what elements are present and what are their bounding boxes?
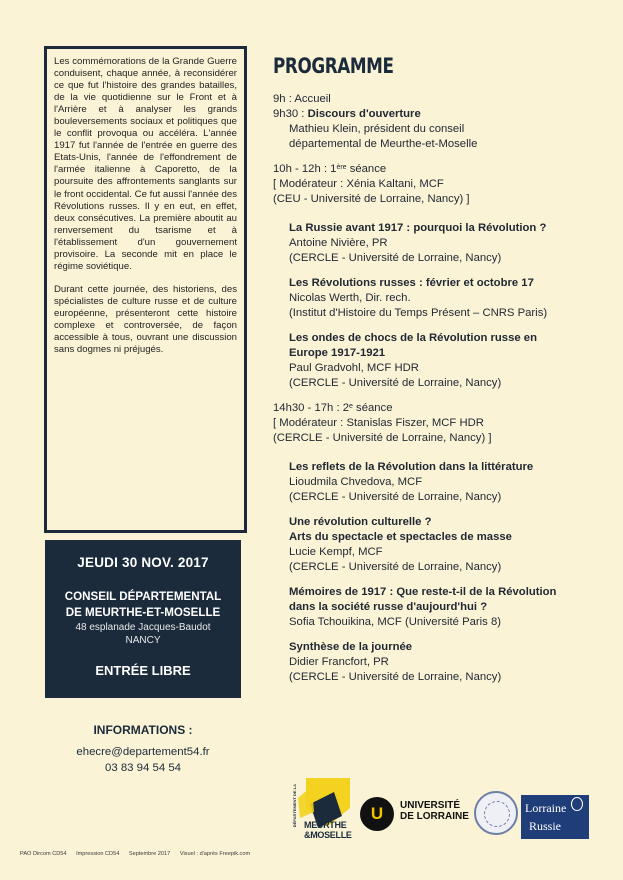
session-1-sup: ère xyxy=(336,164,347,171)
entry-free-label: ENTRÉE LIBRE xyxy=(95,663,191,678)
credit-impression: Impression CD54 xyxy=(76,851,120,857)
talk-3 xyxy=(273,331,603,391)
contact-phone: 03 83 94 54 54 xyxy=(104,762,181,774)
ceu-seal-icon xyxy=(484,801,510,827)
ul-logo-text-1: UNIVERSITÉ xyxy=(400,800,461,811)
opening-speaker-2: départemental de Meurthe-et-Moselle xyxy=(289,138,478,150)
opening-time: 9h30 : xyxy=(273,108,308,120)
talk-4 xyxy=(273,460,603,505)
session-2-affiliation: (CERCLE - Université de Lorraine, Nancy) ] xyxy=(273,432,492,444)
lorraine-russie-text-1: Lorraine xyxy=(525,801,567,815)
ul-logo-text xyxy=(400,800,469,822)
session-1-heading xyxy=(273,162,603,177)
talk-7-speaker: Didier Francfort, PR xyxy=(289,656,389,668)
ceu-seal-logo xyxy=(474,791,518,835)
talk-7-title: Synthèse de la journée xyxy=(289,641,413,653)
talk-1-title: La Russie avant 1917 : pourquoi la Révolution ? xyxy=(289,222,547,234)
talk-4-speaker: Lioudmila Chvedova, MCF xyxy=(289,476,423,488)
venue-name xyxy=(45,589,241,621)
accueil-line: 9h : Accueil xyxy=(273,93,331,105)
session-1-affiliation: (CEU - Université de Lorraine, Nancy) ] xyxy=(273,193,470,205)
talk-4-title: Les reflets de la Révolution dans la littérature xyxy=(289,461,534,473)
meurthe-et-moselle-logo xyxy=(292,778,350,840)
talk-7 xyxy=(273,640,603,685)
talk-6-title-1: Mémoires de 1917 : Que reste-t-il de la Révolution xyxy=(289,586,557,598)
credit-visuel: Visuel : d'après Freepik.com xyxy=(179,851,251,857)
universite-de-lorraine-logo xyxy=(360,795,475,835)
talk-3-title-1: Les ondes de chocs de la Révolution russe en xyxy=(289,332,537,344)
partner-logos xyxy=(288,778,608,850)
lorraine-russie-logo xyxy=(521,795,589,839)
opening-title: Discours d'ouverture xyxy=(307,108,421,120)
talk-1 xyxy=(273,221,603,266)
opening-line xyxy=(273,107,603,122)
talk-5-title-2: Arts du spectacle et spectacles de masse xyxy=(289,531,512,543)
venue-line-2: DE MEURTHE-ET-MOSELLE xyxy=(65,606,221,619)
event-info-box xyxy=(45,540,241,698)
session-1-moderator: [ Modérateur : Xénia Kaltani, MCF xyxy=(273,178,444,190)
venue-address: 48 esplanade Jacques-Baudot xyxy=(75,622,211,633)
talk-6 xyxy=(273,585,603,630)
contact-email[interactable]: ehecre@departement54.fr xyxy=(76,746,210,758)
talk-2-title: Les Révolutions russes : février et octobre 17 xyxy=(289,277,534,289)
credits-footer xyxy=(20,851,258,857)
talk-2 xyxy=(273,276,603,321)
venue-line-1: CONSEIL DÉPARTEMENTAL xyxy=(64,590,222,603)
talk-5-affiliation: (CERCLE - Université de Lorraine, Nancy) xyxy=(289,561,502,573)
meurthe-logo-text-2: &MOSELLE xyxy=(304,830,352,840)
session-2-label: séance xyxy=(352,402,393,414)
session-1-label: séance xyxy=(346,163,387,175)
talk-3-affiliation: (CERCLE - Université de Lorraine, Nancy) xyxy=(289,377,502,389)
talk-5 xyxy=(273,515,603,575)
talk-6-title-2: dans la société russe d'aujourd'hui ? xyxy=(289,601,488,613)
session-2-heading xyxy=(273,401,603,416)
session-2-sup: e xyxy=(349,403,353,410)
venue-city: NANCY xyxy=(125,635,161,646)
meurthe-logo-side-text: DÉPARTEMENT DE LA xyxy=(292,784,297,828)
intro-text-box xyxy=(44,46,247,533)
talk-2-speaker: Nicolas Werth, Dir. rech. xyxy=(289,292,411,304)
credit-date: Septembre 2017 xyxy=(128,851,171,857)
talk-5-title-1: Une révolution culturelle ? xyxy=(289,516,432,528)
event-date: JEUDI 30 NOV. 2017 xyxy=(77,555,209,570)
lorraine-russie-text-2: Russie xyxy=(529,819,562,833)
talk-2-affiliation: (Institut d'Histoire du Temps Présent – CNRS Paris) xyxy=(289,307,548,319)
session-2-moderator: [ Modérateur : Stanislas Fiszer, MCF HDR xyxy=(273,417,484,429)
programme-title: PROGRAMME xyxy=(273,54,394,78)
talk-1-affiliation: (CERCLE - Université de Lorraine, Nancy) xyxy=(289,252,502,264)
talk-3-speaker: Paul Gradvohl, MCF HDR xyxy=(289,362,419,374)
session-1-time: 10h - 12h : 1 xyxy=(273,163,337,175)
credit-pao: PAO Dircom CD54 xyxy=(20,851,67,857)
lorraine-russie-emblem-icon xyxy=(571,797,583,811)
talk-1-speaker: Antoine Nivière, PR xyxy=(289,237,388,249)
ul-logo-text-2: DE LORRAINE xyxy=(400,811,469,822)
intro-paragraph-2: Durant cette journée, des historiens, des spécialistes de culture russe et de culture européenne, présenteront cette histoire complexe et controversée, de façon accessible à tous, ouvrant une discussion sans dogmes ni préjugés. xyxy=(54,283,237,356)
ul-mark-icon: U xyxy=(360,797,394,831)
information-block xyxy=(45,723,241,774)
intro-paragraph-1: Les commémorations de la Grande Guerre conduisent, chaque année, à reconsidérer ce que fut l'histoire des grandes batailles, de la vie quotidienne sur le Front et à l'Arrière et à analyser les grands bouleversements sociaux et politiques que le conflit provoqua ou accéléra. L'année 1917 fut l'année de l'entrée en guerre des Etats-Unis, l'année de l'effondrement de l'armée italienne à Caporetto, de la poursuite des affrontements sanglants sur le front occidental. Ce fut aussi l'année des Révolutions russes. Il y en eut, en effet, deux consécutives. La première aboutit au renversement du tsarisme et à l'établissement d'un gouvernement provisoire. La seconde mit en place le régime soviétique. xyxy=(54,56,237,272)
opening-speaker-1: Mathieu Klein, président du conseil xyxy=(289,123,465,135)
talk-6-speaker: Sofia Tchouikina, MCF (Université Paris 8) xyxy=(289,616,501,628)
session-2-time: 14h30 - 17h : 2 xyxy=(273,402,350,414)
talk-5-speaker: Lucie Kempf, MCF xyxy=(289,546,383,558)
talk-4-affiliation: (CERCLE - Université de Lorraine, Nancy) xyxy=(289,491,502,503)
meurthe-logo-text-1: MEURTHE xyxy=(304,820,347,830)
talk-3-title-2: Europe 1917-1921 xyxy=(289,347,386,359)
programme-schedule xyxy=(273,92,603,685)
information-title: INFORMATIONS : xyxy=(93,723,193,737)
talk-7-affiliation: (CERCLE - Université de Lorraine, Nancy) xyxy=(289,671,502,683)
